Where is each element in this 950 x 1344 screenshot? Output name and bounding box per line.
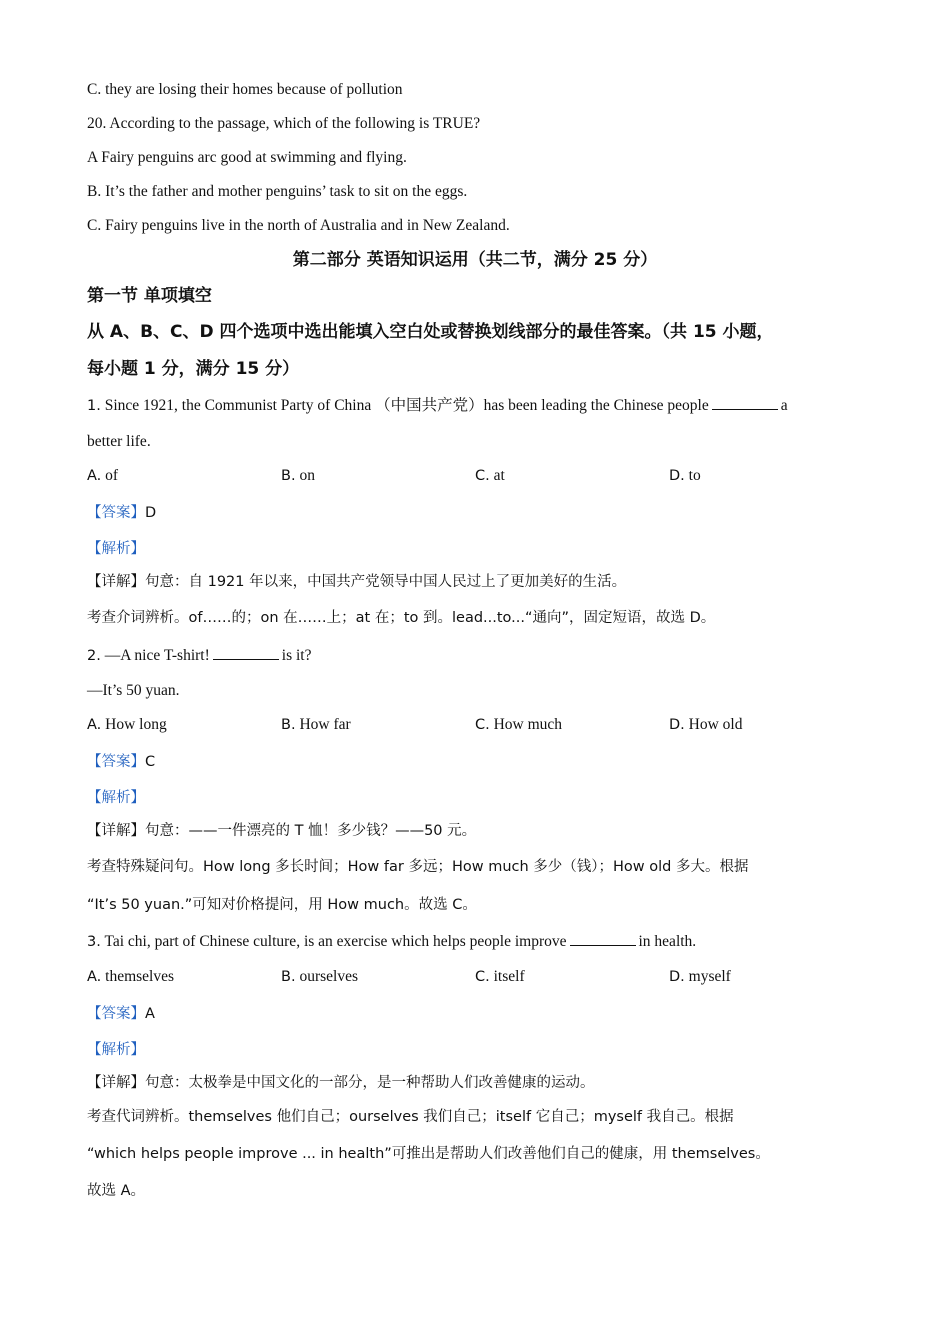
q2-option-a: A. How long xyxy=(87,716,167,733)
q1-analysis-tag: 【解析】 xyxy=(87,541,145,557)
q1-detail: 【详解】句意：自 1921 年以来，中国共产党领导中国人民过上了更加美好的生活。 xyxy=(87,574,627,590)
q2-number: 2. xyxy=(87,648,101,664)
q1-blank xyxy=(712,395,778,410)
q2-option-b: B. How far xyxy=(281,716,351,733)
q3-option-a: A. themselves xyxy=(87,968,175,985)
q3-stem: 3. Tai chi, part of Chinese culture, is an exercise which helps people improve in health. xyxy=(87,933,697,950)
q3-analysis-tag: 【解析】 xyxy=(87,1042,145,1058)
q1-option-d: D. to xyxy=(669,467,701,484)
q3-detail: 【详解】句意：太极拳是中国文化的一部分，是一种帮助人们改善健康的运动。 xyxy=(87,1075,595,1091)
q2-analysis-tag: 【解析】 xyxy=(87,790,145,806)
q20-option-c: C. Fairy penguins live in the north of Australia and in New Zealand. xyxy=(87,217,510,234)
instruction-line-2: 每小题 1 分，满分 15 分） xyxy=(87,359,300,379)
part2-title: 第二部分 英语知识运用（共二节，满分 25 分） xyxy=(292,250,658,270)
q3-option-b: B. ourselves xyxy=(281,968,358,985)
q1-stem xyxy=(87,395,788,416)
q1-stem-cont: better life. xyxy=(87,433,151,450)
q3-option-c: C. itself xyxy=(475,968,525,985)
q2-stem: 2. —A nice T-shirt! is it? xyxy=(87,647,312,664)
q2-explain-2: “It’s 50 yuan.”可知对价格提问，用 How much。故选 C。 xyxy=(87,897,477,913)
q3-explain-2: “which helps people improve ... in health”可推出是帮助人们改善他们自己的健康，用 themselves。 xyxy=(87,1146,770,1162)
q2-detail: 【详解】句意：——一件漂亮的 T 恤！多少钱？——50 元。 xyxy=(87,823,477,839)
q1-option-a: A. of xyxy=(87,467,119,484)
q3-blank xyxy=(570,931,636,946)
q1-stem-text: Since 1921, the Communist Party of China （中国共产党）has been leading the Chinese people xyxy=(104,397,709,414)
q1-option-b: B. on xyxy=(281,467,315,484)
q1-stem-end: a xyxy=(780,397,788,414)
q1-explain: 考查介词辨析。of……的；on 在……上；at 在；to 到。lead...to...“通向”，固定短语，故选 D。 xyxy=(87,610,716,626)
q2-reply: —It’s 50 yuan. xyxy=(87,682,180,699)
q20-stem: 20. According to the passage, which of the following is TRUE? xyxy=(87,115,481,132)
section1-title: 第一节 单项填空 xyxy=(87,286,212,306)
q3-explain-1: 考查代词辨析。themselves 他们自己；ourselves 我们自己；itself 它自己；myself 我自己。根据 xyxy=(87,1109,734,1125)
q2-option-d: D. How old xyxy=(669,716,743,733)
q2-explain-1: 考查特殊疑问句。How long 多长时间；How far 多远；How much 多少（钱）；How old 多大。根据 xyxy=(87,859,749,875)
q2-blank xyxy=(213,645,279,660)
q20-option-b: B. It’s the father and mother penguins’ task to sit on the eggs. xyxy=(87,183,468,200)
q3-number: 3. xyxy=(87,934,101,950)
instruction-line-1: 从 A、B、C、D 四个选项中选出能填入空白处或替换划线部分的最佳答案。（共 15 小题， xyxy=(87,322,774,342)
q1-option-c: C. at xyxy=(475,467,505,484)
q1-number: 1. xyxy=(87,398,101,414)
q2-answer: 【答案】C xyxy=(87,754,156,770)
q2-option-c: C. How much xyxy=(475,716,563,733)
q3-answer: 【答案】A xyxy=(87,1006,155,1022)
q3-option-d: D. myself xyxy=(669,968,731,985)
q20-option-a: A Fairy penguins arc good at swimming and flying. xyxy=(87,149,407,166)
q3-explain-3: 故选 A。 xyxy=(87,1183,146,1199)
q19-option-c: C. they are losing their homes because of pollution xyxy=(87,81,403,98)
q1-answer: 【答案】D xyxy=(87,505,157,521)
